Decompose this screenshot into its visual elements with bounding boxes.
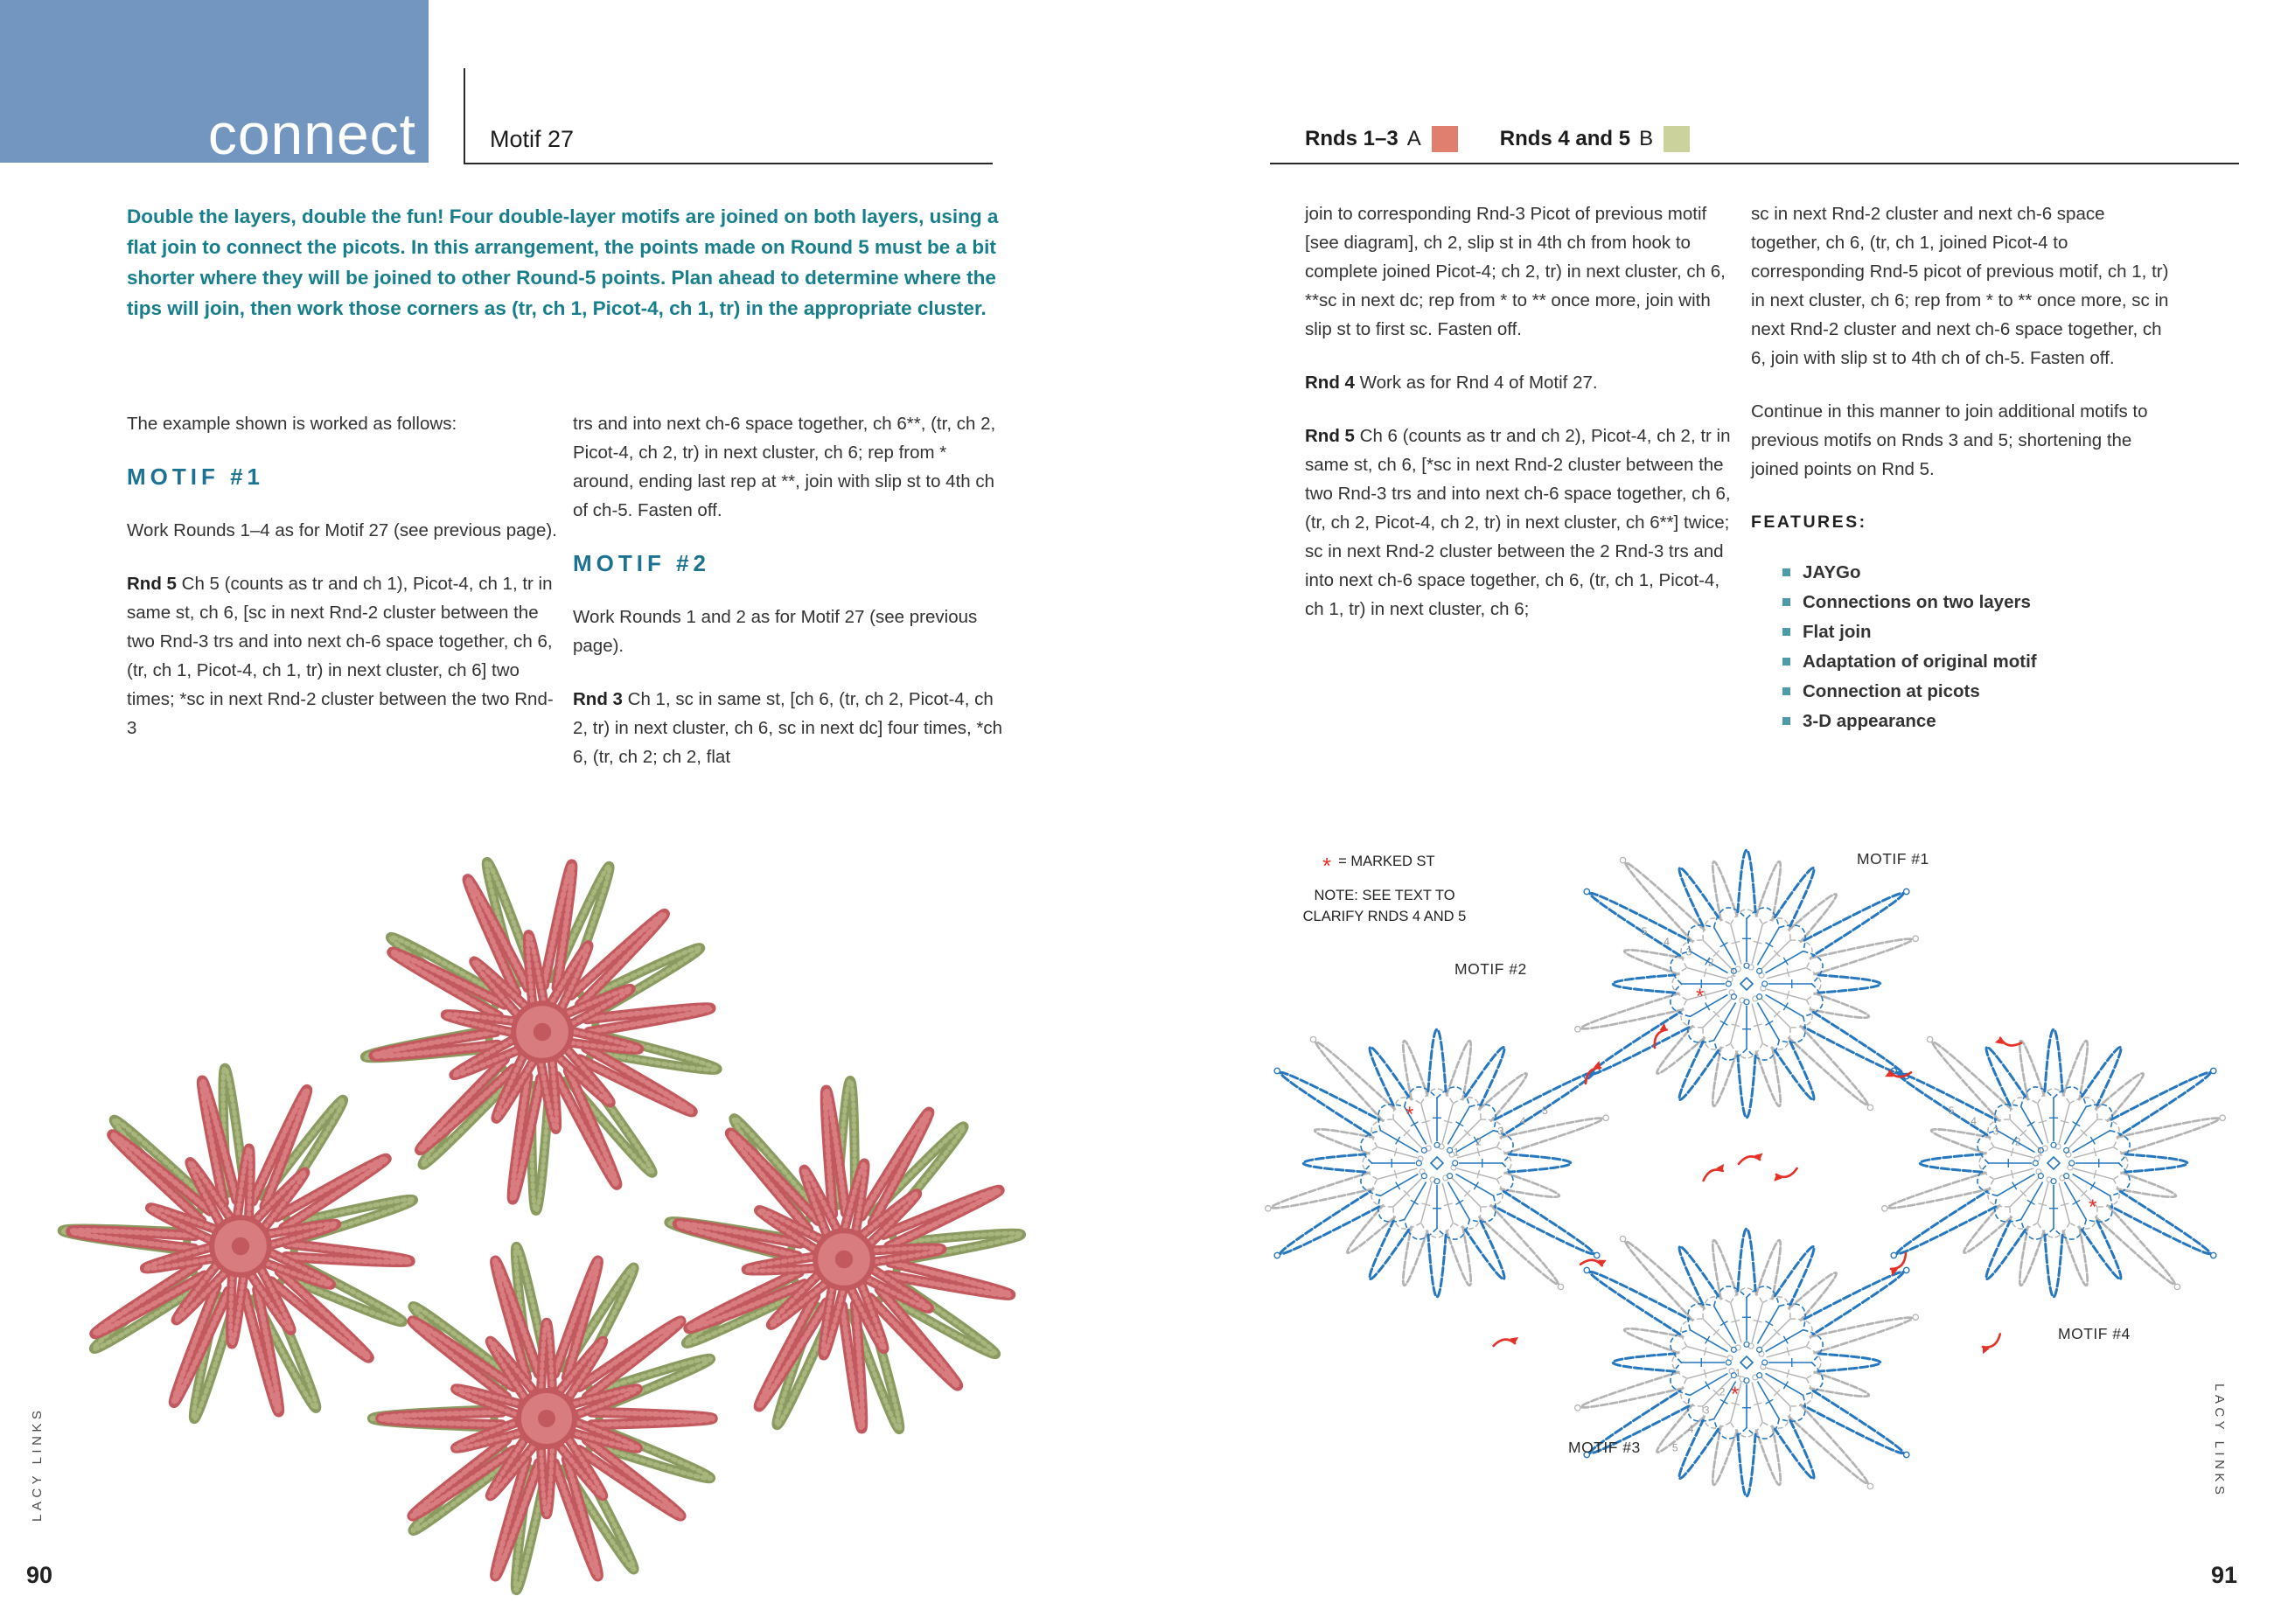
svg-text:1: 1 (2037, 1146, 2043, 1159)
photo-crochet-motifs (17, 770, 1032, 1600)
svg-text:5: 5 (1948, 1105, 1955, 1118)
color-key-letter-b: B (1639, 127, 1654, 150)
svg-text:*: * (1731, 1383, 1740, 1406)
feature-item: Connections on two layers (1782, 591, 2178, 614)
intro-paragraph: Double the layers, double the fun! Four double-layer motifs are joined on both layers, using a flat join to connect the picots. In this arrangement, the points made on Round 5 must be a bit shorter where they will be joined to other Round-5 points. Plan ahead to determine where the tips will join, then work those corners as (tr, ch 1, Picot-4, ch 1, tr) in the appropriate cluster. (127, 206, 999, 319)
svg-text:*: * (1406, 1103, 1414, 1126)
marked-stitch-asterisk-icon: * (1322, 852, 1332, 879)
diagram-motif (1882, 1029, 2226, 1297)
header-rule-right (1270, 163, 2239, 164)
svg-text:4: 4 (1971, 1114, 1977, 1127)
motif2-setup: Work Rounds 1 and 2 as for Motif 27 (see previous page). (573, 607, 978, 656)
rnd3-lead: Rnd 3 (573, 689, 623, 709)
rnd5b-text: Ch 6 (counts as tr and ch 2), Picot-4, ch 2, tr in same st, ch 6, [*sc in next Rnd-2 cluster between the two Rnd-3 trs and into next ch-6 space together, ch 6, (tr, ch 2, Picot-4, ch 2, tr) in next cluster, ch 6**] twice; sc in next Rnd-2 cluster between the 2 Rnd-3 trs and into next ch-6 space together, ch 6, (tr, ch 1, Picot-4, ch 1, tr) in next cluster, ch 6; (1305, 426, 1731, 619)
header-rule-left (464, 163, 993, 164)
header-divider (464, 68, 465, 163)
page-number-right: 91 (2211, 1562, 2238, 1588)
rnd3-text: Ch 1, sc in same st, [ch 6, (tr, ch 2, Picot-4, ch 2, tr) in next cluster, ch 6, sc in next dc] four times, *ch 6, (tr, ch 2; ch 2, flat (573, 689, 1003, 767)
bullet-square-icon (1782, 598, 1790, 606)
diagram-motif (1266, 1029, 1609, 1297)
color-swatch-b (1664, 126, 1690, 152)
svg-text:3: 3 (1685, 945, 1692, 958)
photo-motif (669, 1081, 1022, 1430)
chapter-title: connect (207, 101, 416, 166)
svg-text:1: 1 (1453, 1146, 1460, 1159)
diagram-label-motif4: MOTIF #4 (2058, 1325, 2131, 1342)
motif1-setup: Work Rounds 1–4 as for Motif 27 (see previous page). (127, 520, 557, 540)
diagram-legend (1322, 852, 1435, 879)
diagram-label-motif1: MOTIF #1 (1857, 850, 1929, 868)
right-page-column-2 (1751, 199, 2178, 740)
features-heading: FEATURES: (1751, 512, 1867, 532)
motif-number-label: Motif 27 (490, 126, 575, 152)
motif2-rnd5 (1305, 422, 1732, 624)
color-key-rnds13-label: Rnds 1–3 (1305, 127, 1399, 150)
motif1-rnd5 (127, 569, 557, 742)
diagram-note: NOTE: SEE TEXT TO CLARIFY RNDS 4 AND 5 (1302, 888, 1467, 924)
svg-text:3: 3 (1703, 1404, 1710, 1417)
chapter-banner (0, 0, 429, 166)
example-note: The example shown is worked as follows: (127, 414, 457, 434)
svg-text:1: 1 (1730, 966, 1736, 979)
photo-motif (372, 1246, 712, 1590)
diagram-label-motif2: MOTIF #2 (1454, 960, 1527, 978)
photo-motif (62, 1068, 413, 1418)
svg-text:2: 2 (2014, 1135, 2021, 1148)
feature-item: Connection at picots (1782, 680, 2178, 703)
bullet-square-icon (1782, 568, 1790, 576)
svg-text:2: 2 (1475, 1135, 1482, 1148)
rnd5-lead: Rnd 5 (127, 574, 177, 594)
rnd5b-lead: Rnd 5 (1305, 426, 1355, 446)
left-page-column-1 (127, 409, 557, 767)
left-page-column-2 (573, 409, 1003, 796)
svg-text:3: 3 (1497, 1125, 1504, 1138)
section-label-right: LACY LINKS (2212, 1384, 2227, 1499)
motif2-rnd3 (573, 685, 1003, 771)
motif1-heading: MOTIF #1 (127, 464, 265, 490)
svg-text:2: 2 (1707, 956, 1714, 969)
rnd3-continued: join to corresponding Rnd-3 Picot of previous motif [see diagram], ch 2, slip st in 4th ch from hook to complete joined Picot-4; ch 2, tr) in next cluster, ch 6, **sc in next dc; rep from * to ** once more, join with slip st to first sc. Fasten off. (1305, 204, 1726, 339)
color-key-rnds45-label: Rnds 4 and 5 (1499, 127, 1631, 150)
rnd4-text: Work as for Rnd 4 of Motif 27. (1354, 373, 1598, 393)
diagram-label-motif3: MOTIF #3 (1568, 1439, 1641, 1456)
svg-text:5: 5 (1641, 925, 1648, 938)
svg-text:3: 3 (1992, 1125, 1999, 1138)
rnd4-lead: Rnd 4 (1305, 373, 1355, 393)
right-page-column-1 (1305, 199, 1732, 648)
features-list (1751, 561, 2178, 733)
svg-text:5: 5 (1671, 1441, 1678, 1454)
continue-paragraph: Continue in this manner to join additional motifs to previous motifs on Rnds 3 and 5; shortening the joined points on Rnd 5. (1751, 401, 2148, 479)
svg-text:1: 1 (1734, 1366, 1741, 1379)
svg-text:4: 4 (1664, 935, 1670, 948)
feature-item: 3-D appearance (1782, 710, 2178, 733)
svg-text:4: 4 (1519, 1114, 1526, 1127)
bullet-square-icon (1782, 717, 1790, 725)
motif2-rnd4 (1305, 368, 1732, 397)
photo-motif (365, 861, 717, 1210)
feature-item: Adaptation of original motif (1782, 651, 2178, 673)
svg-text:*: * (2089, 1195, 2097, 1219)
svg-text:5: 5 (1542, 1105, 1548, 1118)
page-number-left: 90 (26, 1562, 53, 1588)
svg-text:*: * (1696, 985, 1705, 1008)
color-key-letter-a: A (1406, 127, 1421, 150)
color-key (1305, 126, 1690, 152)
rnd5b-continued: sc in next Rnd-2 cluster and next ch-6 space together, ch 6, (tr, ch 1, joined Picot-4 to corresponding Rnd-5 picot of previous motif, ch 1, tr) in next cluster, ch 6; rep from * to ** once more, sc in next Rnd-2 cluster and next ch-6 space together, ch 6, join with slip st to 4th ch of ch-5. Fasten off. (1751, 204, 2169, 368)
bullet-square-icon (1782, 658, 1790, 666)
section-label-left: LACY LINKS (30, 1406, 45, 1522)
svg-text:4: 4 (1687, 1423, 1694, 1436)
rnd5-text: Ch 5 (counts as tr and ch 1), Picot-4, ch 1, tr in same st, ch 6, [sc in next Rnd-2 cluster between the two Rnd-3 trs and into next ch-6 space together, ch 6, (tr, ch 1, Picot-4, ch 1, tr) in next cluster, ch 6] two times; *sc in next Rnd-2 cluster between the two Rnd-3 (127, 574, 554, 738)
bullet-square-icon (1782, 628, 1790, 636)
motif2-heading: MOTIF #2 (573, 550, 711, 576)
bullet-square-icon (1782, 687, 1790, 695)
color-swatch-a (1432, 126, 1458, 152)
svg-text:2: 2 (1719, 1385, 1726, 1398)
diagram-motif (1575, 850, 1919, 1118)
feature-item: JAYGo (1782, 561, 2178, 584)
feature-item: Flat join (1782, 621, 2178, 644)
marked-stitch-label: = MARKED ST (1338, 854, 1435, 869)
rnd5-continued: trs and into next ch-6 space together, ch 6**, (tr, ch 2, Picot-4, ch 2, tr) in next cluster, ch 6; rep from * around, ending last rep at **, join with slip st to 4th ch of ch-5. Fasten off. (573, 414, 996, 520)
